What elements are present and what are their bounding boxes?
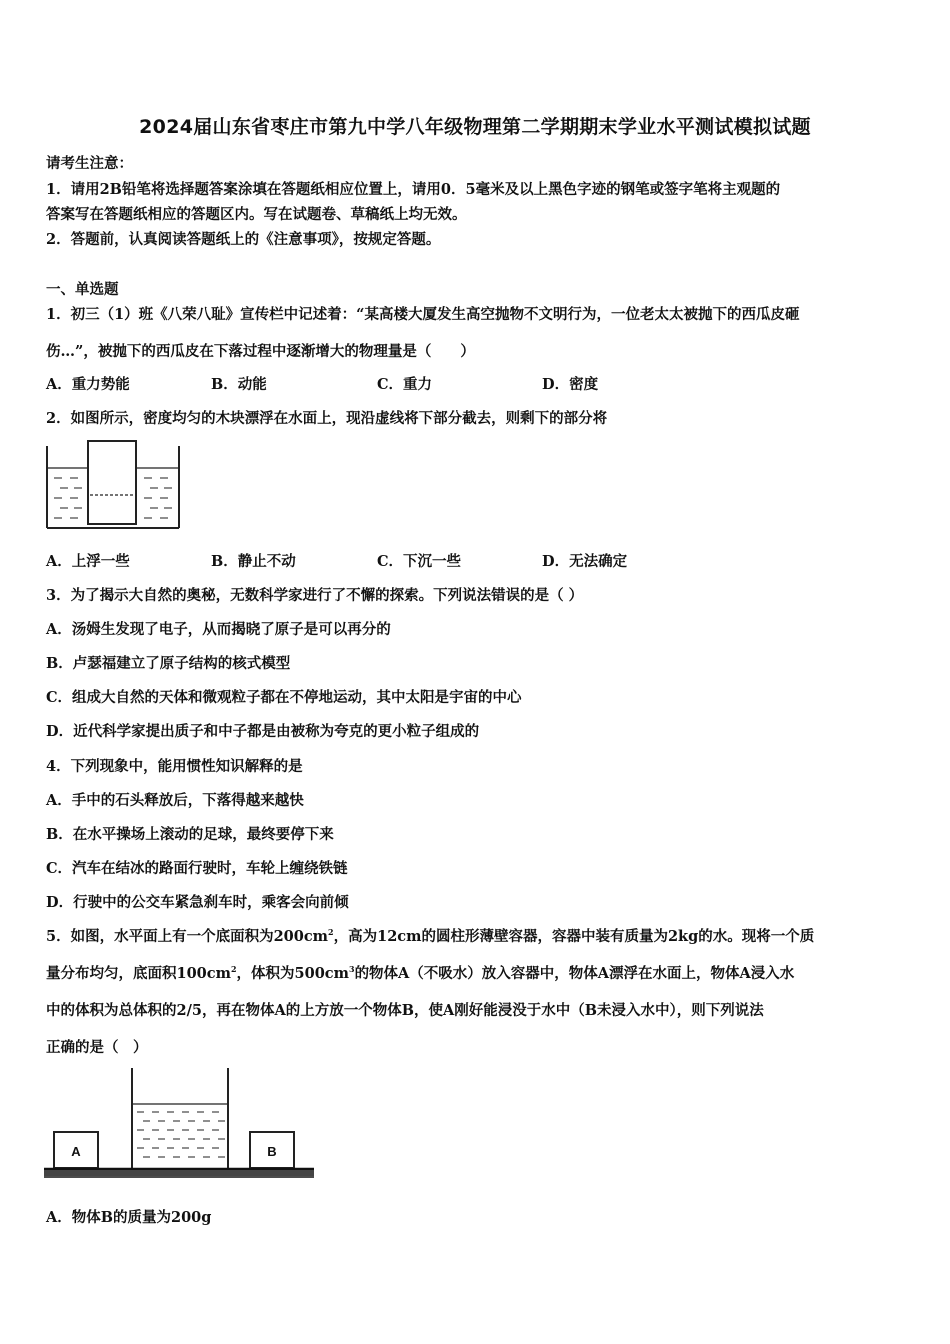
q5-water-dashes xyxy=(137,1112,225,1157)
q5-block-a-label: A xyxy=(71,1144,81,1159)
exam-title: 2024届山东省枣庄市第九中学八年级物理第二学期期末学业水平测试模拟试题 xyxy=(139,116,811,138)
q5-l1-part-b: ，高为12cm的圆柱形薄壁容器，容器中装有质量为2kg的水。现将一个质 xyxy=(333,928,815,945)
q5-container-figure xyxy=(44,1064,316,1184)
q1-option-d: D．密度 xyxy=(542,376,599,393)
section-heading: 一、单选题 xyxy=(46,281,119,298)
q5-l1-part-a: 5．如图，水平面上有一个底面积为200cm xyxy=(46,928,329,945)
q2-floating-block-figure xyxy=(44,438,184,532)
q1-stem-line-1: 1．初三（1）班《八荣八耻》宣传栏中记述着：“某高楼大厦发生高空抛物不文明行为，一位老太太被抛下的西瓜皮砸 xyxy=(46,306,800,323)
q4-option-a: A．手中的石头释放后，下落得越来越快 xyxy=(46,792,304,809)
q4-option-c: C．汽车在结冰的路面行驶时，车轮上缠绕铁链 xyxy=(46,860,348,877)
q5-stem-line-1 xyxy=(46,925,814,946)
q2-option-c: C．下沉一些 xyxy=(377,553,462,570)
q3-option-c: C．组成大自然的天体和微观粒子都在不停地运动，其中太阳是宇宙的中心 xyxy=(46,689,522,706)
q5-option-a: A．物体B的质量为200g xyxy=(46,1209,212,1226)
notice-line-1a: 1．请用2B铅笔将选择题答案涂填在答题纸相应位置上，请用0．5毫米及以上黑色字迹的钢笔或签字笔将主观题的 xyxy=(46,181,781,198)
q2-option-d: D．无法确定 xyxy=(542,553,628,570)
q5-ground xyxy=(44,1169,314,1177)
q2-stem: 2．如图所示，密度均匀的木块漂浮在水面上，现沿虚线将下部分截去，则剩下的部分将 xyxy=(46,410,608,427)
q3-stem: 3．为了揭示大自然的奥秘，无数科学家进行了不懈的探索。下列说法错误的是（ ） xyxy=(46,587,584,604)
q5-l1-sup: 2 xyxy=(328,927,334,938)
q3-option-b: B．卢瑟福建立了原子结构的核式模型 xyxy=(46,655,291,672)
q2-option-b: B．静止不动 xyxy=(211,553,296,570)
q5-l2-sup-1: 2 xyxy=(230,964,237,975)
q1-option-a: A．重力势能 xyxy=(46,376,130,393)
q5-stem-line-3: 中的体积为总体积的2/5，再在物体A的上方放一个物体B，使A刚好能浸没于水中（B未浸入水中），则下列说法 xyxy=(46,1002,764,1019)
q2-option-a: A．上浮一些 xyxy=(46,553,130,570)
q1-option-c: C．重力 xyxy=(377,376,433,393)
notice-heading: 请考生注意： xyxy=(46,155,133,172)
notice-line-1b: 答案写在答题纸相应的答题区内。写在试题卷、草稿纸上均无效。 xyxy=(46,206,467,223)
q5-stem-line-4: 正确的是（ ） xyxy=(46,1039,148,1056)
notice-line-2: 2．答题前，认真阅读答题纸上的《注意事项》，按规定答题。 xyxy=(46,231,441,248)
q5-stem-line-2 xyxy=(46,962,794,983)
q3-option-d: D．近代科学家提出质子和中子都是由被称为夸克的更小粒子组成的 xyxy=(46,723,480,740)
q5-block-b-label: B xyxy=(267,1144,277,1159)
q4-option-b: B．在水平操场上滚动的足球，最终要停下来 xyxy=(46,826,334,843)
q5-l2-part-a: 量分布均匀，底面积100cm xyxy=(46,965,231,982)
q5-l2-part-b: ，体积为500cm xyxy=(236,965,349,982)
q4-option-d: D．行驶中的公交车紧急刹车时，乘客会向前倾 xyxy=(46,894,349,911)
q5-l2-part-c: 的物体A（不吸水）放入容器中，物体A漂浮在水面上，物体A浸入水 xyxy=(354,965,795,982)
q5-l2-sup-2: 3 xyxy=(348,964,355,975)
q1-option-b: B．动能 xyxy=(211,376,267,393)
q4-stem: 4．下列现象中，能用惯性知识解释的是 xyxy=(46,758,303,775)
q3-option-a: A．汤姆生发现了电子，从而揭晓了原子是可以再分的 xyxy=(46,621,391,638)
q2-wood-block xyxy=(88,441,136,524)
q1-stem-line-2: 伤…”，被抛下的西瓜皮在下落过程中逐渐增大的物理量是（ ） xyxy=(46,343,475,360)
q5-container xyxy=(132,1068,228,1168)
